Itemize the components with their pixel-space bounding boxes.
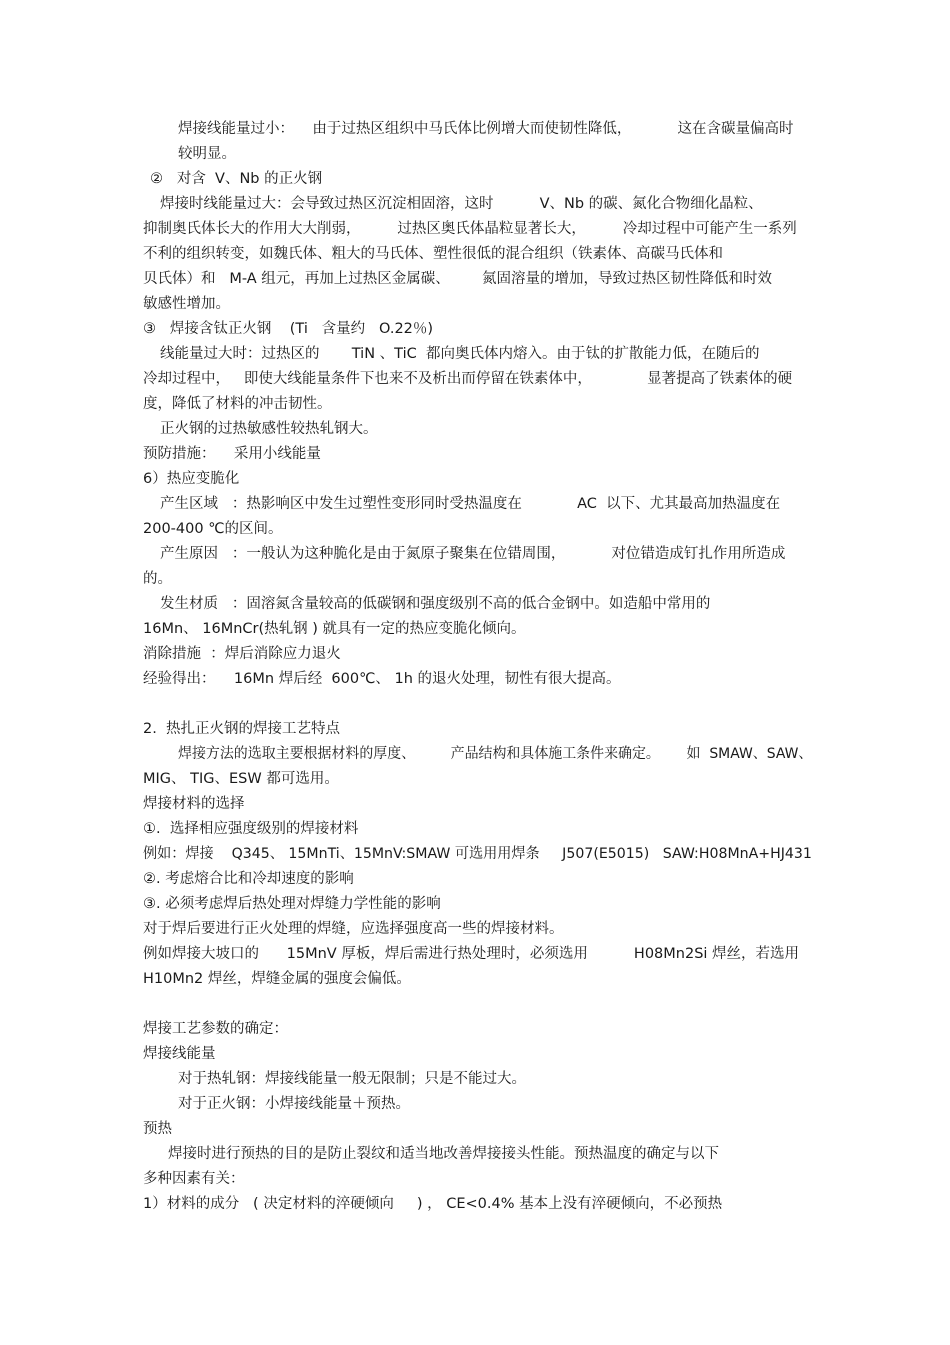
text-line: 度，降低了材料的冲击韧性。 <box>143 396 332 412</box>
text-line: 焊接时线能量过大：会导致过热区沉淀相固溶，这时 V、Nb 的碳、氮化合物细化晶粒、 <box>160 196 763 212</box>
text-line: 焊接材料的选择 <box>143 796 245 812</box>
text-line: 对于正火钢：小焊接线能量＋预热。 <box>178 1096 410 1112</box>
text-line: 较明显。 <box>178 146 236 162</box>
text-line: 产生原因 ：一般认为这种脆化是由于氮原子聚集在位错周围， 对位错造成钉扎作用所造成 <box>160 546 786 562</box>
text-line: 例如焊接大坡口的 15MnV 厚板，焊后需进行热处理时，必须选用 H08Mn2Si 焊丝，若选用 <box>143 946 800 962</box>
text-line: 例如：焊接 Q345、 15MnTi、15MnV:SMAW 可选用用焊条 J507(E5015) SAW:H08MnA+HJ431 <box>143 846 812 862</box>
text-line: 对于焊后要进行正火处理的焊缝，应选择强度高一些的焊接材料。 <box>143 921 564 937</box>
text-line: 多种因素有关： <box>143 1171 245 1187</box>
text-line: ①. 选择相应强度级别的焊接材料 <box>143 821 359 837</box>
text-line: 对于热轧钢：焊接线能量一般无限制；只是不能过大。 <box>178 1071 526 1087</box>
section-heading: 2. 热扎正火钢的焊接工艺特点 <box>143 721 341 737</box>
text-line: 焊接方法的选取主要根据材料的厚度、 产品结构和具体施工条件来确定。 如 SMAW、SAW、 <box>178 746 813 762</box>
text-line: ② 对含 V、Nb 的正火钢 <box>150 171 323 187</box>
text-line: 焊接时进行预热的目的是防止裂纹和适当地改善焊接接头性能。预热温度的确定与以下 <box>168 1146 719 1162</box>
text-line: 焊接线能量 <box>143 1046 216 1062</box>
text-line: 1）材料的成分 ( 决定材料的淬硬倾向 ) ， CE<0.4% 基本上没有淬硬倾向，不必预热 <box>143 1196 723 1212</box>
text-line: 冷却过程中， 即使大线能量条件下也来不及析出而停留在铁素体中， 显著提高了铁素体的硬 <box>143 371 793 387</box>
text-line: 线能量过大时：过热区的 TiN 、TiC 都向奥氏体内熔入。由于钛的扩散能力低，在随后的 <box>160 346 760 362</box>
text-line: 正火钢的过热敏感性较热轧钢大。 <box>160 421 378 437</box>
text-line: 消除措施 ：焊后消除应力退火 <box>143 646 341 662</box>
text-line: 200-400 ℃的区间。 <box>143 521 283 537</box>
text-line: 不利的组织转变，如魏氏体、粗大的马氏体、塑性很低的混合组织（铁素体、高碳马氏体和 <box>143 246 723 262</box>
text-line: 焊接线能量过小： 由于过热区组织中马氏体比例增大而使韧性降低， 这在含碳量偏高时 <box>178 121 794 137</box>
text-line: ③. 必须考虑焊后热处理对焊缝力学性能的影响 <box>143 896 441 912</box>
text-line: 的。 <box>143 571 172 587</box>
text-line: 敏感性增加。 <box>143 296 230 312</box>
text-line: 6）热应变脆化 <box>143 471 240 487</box>
text-line: ②. 考虑熔合比和冷却速度的影响 <box>143 871 354 887</box>
text-line: 发生材质 ：固溶氮含量较高的低碳钢和强度级别不高的低合金钢中。如造船中常用的 <box>160 596 711 612</box>
text-line: MIG、 TIG、ESW 都可选用。 <box>143 771 339 787</box>
text-line: 经验得出： 16Mn 焊后经 600℃、 1h 的退火处理，韧性有很大提高。 <box>143 671 621 687</box>
text-line: 产生区域 ：热影响区中发生过塑性变形同时受热温度在 AC 以下、尤其最高加热温度在 <box>160 496 781 512</box>
text-line: H10Mn2 焊丝，焊缝金属的强度会偏低。 <box>143 971 411 987</box>
text-line: 16Mn、 16MnCr(热轧钢 ) 就具有一定的热应变脆化倾向。 <box>143 621 526 637</box>
text-line: 预防措施： 采用小线能量 <box>143 446 321 462</box>
text-line: 预热 <box>143 1121 172 1137</box>
text-line: ③ 焊接含钛正火钢 (Ti 含量约 O.22％) <box>143 321 434 337</box>
text-line: 贝氏体）和 M-A 组元，再加上过热区金属碳、 氮固溶量的增加，导致过热区韧性降低和时效 <box>143 271 773 287</box>
text-line: 焊接工艺参数的确定： <box>143 1021 288 1037</box>
text-line: 抑制奥氏体长大的作用大大削弱， 过热区奥氏体晶粒显著长大， 冷却过程中可能产生一系列 <box>143 221 797 237</box>
